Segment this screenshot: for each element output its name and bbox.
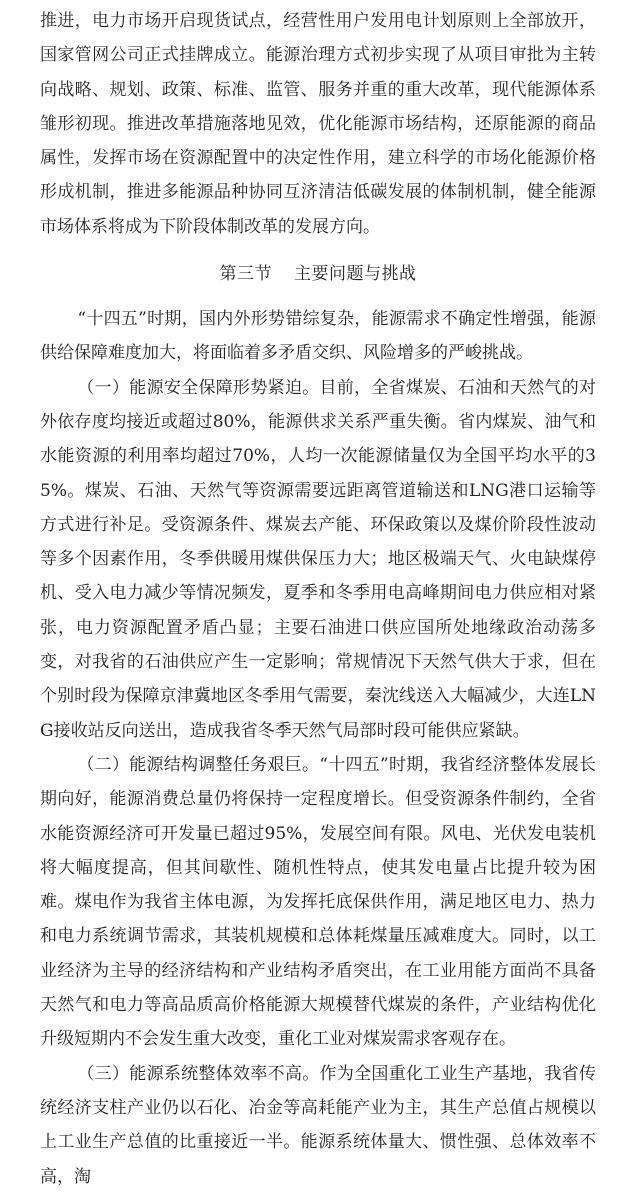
section-title: 主要问题与挑战	[294, 264, 417, 285]
section-heading	[40, 262, 596, 286]
document-page	[40, 4, 596, 1194]
paragraph: 推进，电力市场开启现货试点，经营性用户发用电计划原则上全部放开，国家管网公司正式挂牌成立。能源治理方式初步实现了从项目审批为主转向战略、规划、政策、标准、监管、服务并重的重大改革，现代能源体系雏形初现。推进改革措施落地见效，优化能源市场结构，还原能源的商品属性，发挥市场在资源配置中的决定性作用，建立科学的市场化能源价格形成机制，推进多能源品种协同互济清洁低碳发展的体制机制，健全能源市场体系将成为下阶段体制改革的发展方向。	[40, 11, 596, 237]
paragraph: （三）能源系统整体效率不高。作为全国重化工业生产基地，我省传统经济支柱产业仍以石化、冶金等高耗能产业为主，其生产总值占规模以上工业生产总值的比重接近一半。能源系统体量大、惯性强、总体效率不高，淘	[40, 1063, 596, 1187]
section-number: 第三节	[219, 264, 272, 285]
paragraph: “十四五”时期，国内外形势错综复杂，能源需求不确定性增强，能源供给保障难度加大，将面临着多矛盾交织、风险增多的严峻挑战。	[40, 309, 596, 364]
paragraph: （一）能源安全保障形势紧迫。目前，全省煤炭、石油和天然气的对外依存度均接近或超过80%，能源供求关系严重失衡。省内煤炭、油气和水能资源的利用率均超过70%，人均一次能源储量仅为全国平均水平的35%。煤炭、石油、天然气等资源需要远距离管道输送和LNG港口运输等方式进行补足。受资源条件、煤炭去产能、环保政策以及煤价阶段性波动等多个因素作用，冬季供暖用煤供保压力大；地区极端天气、火电缺煤停机、受入电力减少等情况频发，夏季和冬季用电高峰期间电力供应相对紧张，电力资源配置矛盾凸显；主要石油进口供应国所处地缘政治动荡多变，对我省的石油供应产生一定影响；常规情况下天然气供大于求，但在个别时段为保障京津冀地区冬季用气需要，秦沈线送入大幅减少，大连LNG接收站反向送出，造成我省冬季天然气局部时段可能供应紧缺。	[40, 377, 596, 741]
paragraph: （二）能源结构调整任务艰巨。“十四五”时期，我省经济整体发展长期向好，能源消费总量仍将保持一定程度增长。但受资源条件制约，全省水能资源经济可开发量已超过95%，发展空间有限。风电、光伏发电装机将大幅度提高，但其间歇性、随机性特点，使其发电量占比提升较为困难。煤电作为我省主体电源，为发挥托底保供作用，满足地区电力、热力和电力系统调节需求，其装机规模和总体耗煤量压减难度大。同时，以工业经济为主导的经济结构和产业结构矛盾突出，在工业用能方面尚不具备天然气和电力等高品质高价格能源大规模替代煤炭的条件，产业结构优化升级短期内不会发生重大改变，重化工业对煤炭需求客观存在。	[40, 754, 596, 1050]
